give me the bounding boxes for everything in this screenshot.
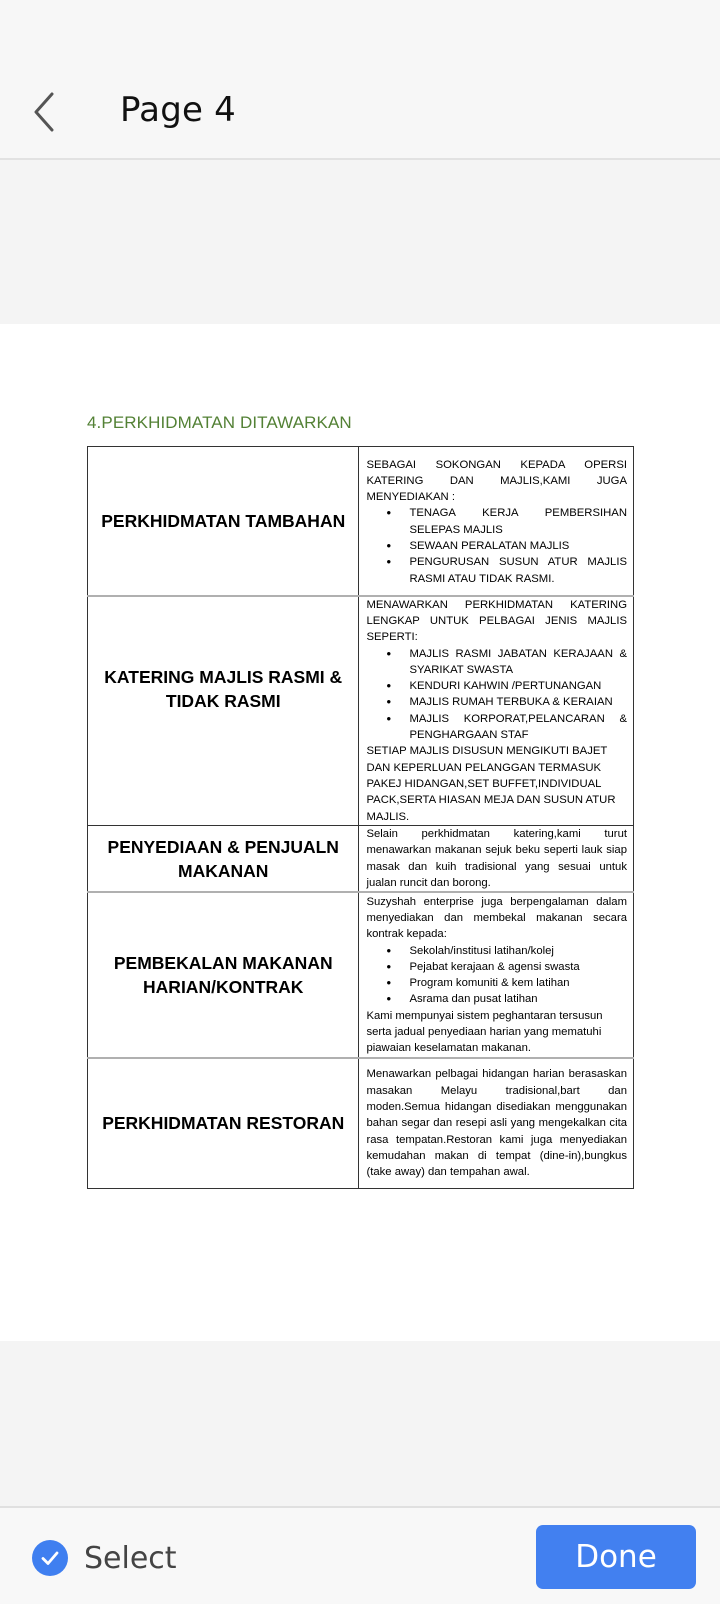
list-item: • Pejabat kerajaan & agensi swasta: [366, 959, 627, 975]
list-item: • Sekolah/institusi latihan/kolej: [366, 943, 627, 959]
services-table: [87, 446, 634, 1189]
list-item: • Program komuniti & kem latihan: [366, 975, 627, 991]
service-description: [359, 892, 634, 1058]
list-item: • KENDURI KAHWIN /PERTUNANGAN: [366, 678, 627, 694]
section-heading: 4.PERKHIDMATAN DITAWARKAN: [87, 413, 352, 432]
list-item: • MAJLIS RASMI JABATAN KERAJAAN & SYARIKAT SWASTA: [366, 646, 627, 679]
top-app-bar: [0, 0, 720, 160]
document-page: [0, 324, 720, 1341]
select-label: Select: [84, 1540, 177, 1576]
description-intro: MENAWARKAN PERKHIDMATAN KATERING LENGKAP UNTUK PELBAGAI JENIS MAJLIS SEPERTI:: [366, 598, 627, 644]
list-item: • Asrama dan pusat latihan: [366, 991, 627, 1007]
list-item: • PENGURUSAN SUSUN ATUR MAJLIS RASMI ATAU TIDAK RASMI.: [366, 554, 627, 587]
check-circle-icon: [32, 1540, 68, 1576]
table-row: [88, 826, 634, 893]
description-intro: Suzyshah enterprise juga berpengalaman dalam menyediakan dan membekal makanan secara kontrak kepada:: [366, 895, 627, 941]
table-row: [88, 892, 634, 1058]
service-label: PERKHIDMATAN TAMBAHAN: [88, 447, 359, 596]
description-outro: SETIAP MAJLIS DISUSUN MENGIKUTI BAJET DAN KEPERLUAN PELANGGAN TERMASUK PAKEJ HIDANGAN,SET BUFFET,INDIVIDUAL PACK,SERTA HIASAN MEJA DAN SUSUN ATUR MAJLIS.: [366, 745, 616, 823]
service-label: KATERING MAJLIS RASMI & TIDAK RASMI: [88, 596, 359, 826]
service-label: PENYEDIAAN & PENJUALN MAKANAN: [88, 826, 359, 893]
bullet-list: [366, 646, 627, 744]
list-item: • TENAGA KERJA PEMBERSIHAN SELEPAS MAJLIS: [366, 505, 627, 538]
list-item: • SEWAAN PERALATAN MAJLIS: [366, 538, 627, 554]
select-button[interactable]: [32, 1538, 177, 1578]
service-description: [359, 447, 634, 596]
service-description: [359, 1058, 634, 1188]
done-button[interactable]: Done: [536, 1525, 696, 1589]
table-row: [88, 447, 634, 596]
table-row: [88, 1058, 634, 1188]
back-button[interactable]: [28, 88, 68, 136]
service-label: PERKHIDMATAN RESTORAN: [88, 1058, 359, 1188]
description-outro: Kami mempunyai sistem peghantaran tersusun serta jadual penyediaan harian yang mematuhi piawaian keselamatan makanan.: [366, 1009, 603, 1055]
list-item: • MAJLIS KORPORAT,PELANCARAN & PENGHARGAAN STAF: [366, 711, 627, 744]
chevron-left-icon: [28, 88, 68, 136]
bullet-list: [366, 505, 627, 586]
list-item: • MAJLIS RUMAH TERBUKA & KERAIAN: [366, 694, 627, 710]
table-row: [88, 596, 634, 826]
service-description: [359, 596, 634, 826]
service-label: PEMBEKALAN MAKANAN HARIAN/KONTRAK: [88, 892, 359, 1058]
service-description: [359, 826, 634, 893]
bottom-action-bar: [0, 1506, 720, 1604]
description-intro: Selain perkhidmatan katering,kami turut menawarkan makanan sejuk beku seperti lauk siap masak dan kuih tradisional yang sesuai untuk jualan runcit dan borong.: [366, 828, 627, 889]
page-title: Page 4: [120, 90, 236, 130]
description-intro: Menawarkan pelbagai hidangan harian berasaskan masakan Melayu tradisional,bart dan moden.Semua hidangan disediakan menggunakan bahan segar dan resepi asli yang mengekalkan cita rasa tempatan.Restoran kami juga menyediakan kemudahan makan di tempat (dine-in),bungkus (take away) dan tempahan awal.: [366, 1068, 627, 1179]
bullet-list: [366, 943, 627, 1008]
description-intro: SEBAGAI SOKONGAN KEPADA OPERSI KATERING DAN MAJLIS,KAMI JUGA MENYEDIAKAN :: [366, 458, 627, 504]
